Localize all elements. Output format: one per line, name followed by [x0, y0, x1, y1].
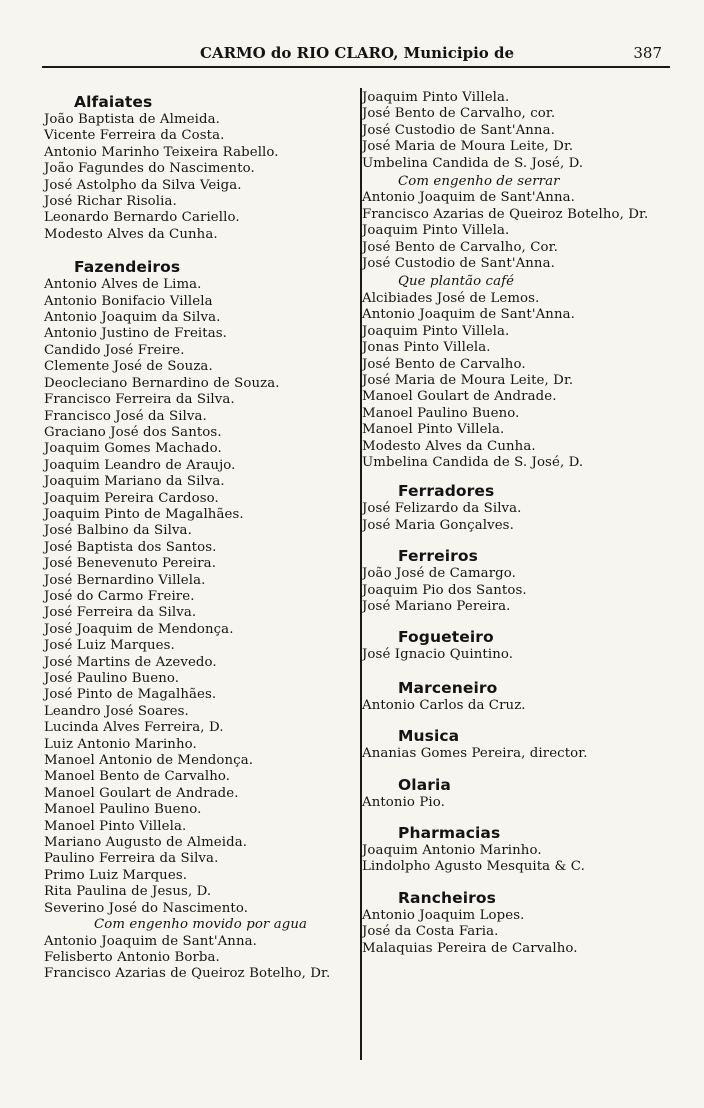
directory-entry: José Felizardo da Silva.: [362, 501, 522, 517]
directory-entry: Joaquim Mariano da Silva.: [44, 474, 225, 490]
directory-entry: Francisco Azarias de Queiroz Botelho, Dr.: [362, 206, 649, 222]
directory-entry: Malaquias Pereira de Carvalho.: [362, 940, 578, 956]
directory-entry: Umbelina Candida de S. José, D.: [362, 454, 584, 470]
directory-entry: Manoel Paulino Bueno.: [362, 405, 520, 421]
directory-entry: José da Costa Faria.: [362, 924, 499, 940]
directory-entry: José Mariano Pereira.: [362, 598, 511, 614]
directory-entry: Ananias Gomes Pereira, director.: [362, 746, 588, 762]
directory-entry: Vicente Ferreira da Costa.: [44, 128, 225, 144]
directory-entry: Joaquim Leandro de Araujo.: [44, 457, 236, 473]
directory-entry: Leandro José Soares.: [44, 703, 189, 719]
directory-entry: José Custodio de Sant'Anna.: [362, 256, 555, 272]
directory-entry: Joaquim Pinto Villela.: [362, 90, 510, 105]
section-heading: Ferreiros: [398, 547, 479, 566]
directory-entry: José Maria de Moura Leite, Dr.: [362, 139, 574, 155]
directory-entry: Antonio Joaquim de Sant'Anna.: [362, 190, 575, 206]
directory-entry: Antonio Marinho Teixeira Rabello.: [44, 144, 279, 160]
section-heading: Ferradores: [398, 482, 495, 501]
section-heading: Olaria: [398, 775, 451, 794]
section-heading: Marceneiro: [398, 678, 498, 697]
directory-entry: João José de Camargo.: [362, 566, 516, 582]
right-column: [362, 90, 682, 957]
directory-entry: José Maria Gonçalves.: [362, 517, 514, 533]
directory-entry: José Maria de Moura Leite, Dr.: [362, 372, 574, 388]
directory-entry: José do Carmo Freire.: [44, 588, 195, 604]
directory-entry: Modesto Alves da Cunha.: [362, 438, 536, 454]
section-heading: Rancheiros: [398, 888, 496, 907]
section-heading: Alfaiates: [74, 93, 153, 111]
directory-entry: Francisco Ferreira da Silva.: [44, 392, 235, 408]
directory-entry: José Pinto de Magalhães.: [44, 687, 217, 703]
directory-entry: Manoel Pinto Villela.: [44, 818, 187, 834]
directory-entry: Joaquim Antonio Marinho.: [362, 843, 542, 858]
directory-entry: Manoel Goulart de Andrade.: [44, 785, 239, 801]
header-title: CARMO do RIO CLARO, Municipio de: [200, 44, 515, 62]
directory-entry: Alcibiades José de Lemos.: [362, 290, 540, 306]
directory-entry: Francisco José da Silva.: [44, 408, 207, 424]
directory-entry: Mariano Augusto de Almeida.: [44, 835, 248, 851]
section-heading: Fogueteiro: [398, 628, 494, 647]
subsection-heading: Com engenho de serrar: [398, 174, 560, 190]
subsection-heading: Com engenho movido por agua: [94, 917, 308, 933]
directory-entry: Antonio Joaquim de Sant'Anna.: [44, 933, 257, 949]
directory-entry: Manoel Antonio de Mendonça.: [44, 753, 254, 769]
directory-entry: Luiz Antonio Marinho.: [44, 736, 197, 752]
section-heading: Musica: [398, 727, 460, 746]
directory-entry: José Ignacio Quintino.: [362, 647, 514, 663]
left-column: [44, 92, 356, 983]
directory-entry: Antonio Pio.: [362, 794, 445, 810]
directory-entry: Joaquim Pinto Villela.: [362, 323, 510, 339]
directory-entry: Umbelina Candida de S. José, D.: [362, 155, 584, 171]
directory-entry: José Joaquim de Mendonça.: [44, 621, 234, 637]
directory-entry: José Ferreira da Silva.: [44, 605, 197, 621]
directory-entry: Joaquim Pio dos Santos.: [362, 582, 527, 598]
directory-entry: Graciano José dos Santos.: [44, 424, 222, 440]
directory-entry: José Paulino Bueno.: [44, 671, 180, 686]
directory-entry: José Baptista dos Santos.: [44, 539, 217, 555]
directory-entry: Leonardo Bernardo Cariello.: [44, 210, 240, 226]
directory-entry: José Bernardino Villela.: [44, 572, 206, 588]
directory-entry: Manoel Bento de Carvalho.: [44, 769, 231, 785]
directory-entry: José Benevenuto Pereira.: [44, 556, 217, 572]
directory-entry: José Richar Risolia.: [44, 194, 177, 210]
directory-entry: Lindolpho Agusto Mesquita & C.: [362, 859, 585, 875]
header-rule: [42, 66, 670, 68]
directory-entry: José Bento de Carvalho.: [362, 356, 526, 372]
directory-entry: José Bento de Carvalho, Cor.: [362, 239, 558, 255]
directory-entry: Felisberto Antonio Borba.: [44, 949, 220, 965]
directory-entry: José Bento de Carvalho, cor.: [362, 106, 556, 122]
directory-entry: Manoel Goulart de Andrade.: [362, 389, 557, 405]
page-number: 387: [633, 44, 662, 62]
directory-entry: Primo Luiz Marques.: [44, 867, 188, 883]
directory-entry: Candido José Freire.: [44, 342, 185, 358]
directory-entry: Joaquim Gomes Machado.: [44, 441, 222, 457]
directory-entry: Antonio Carlos da Cruz.: [362, 697, 526, 713]
directory-entry: Antonio Joaquim da Silva.: [44, 310, 221, 326]
subsection-heading: Que plantão café: [398, 274, 515, 290]
directory-entry: Antonio Joaquim Lopes.: [362, 907, 525, 923]
directory-entry: Antonio Bonifacio Villela: [44, 293, 213, 309]
directory-entry: João Baptista de Almeida.: [44, 112, 220, 127]
directory-entry: Rita Paulina de Jesus, D.: [44, 884, 212, 900]
section-heading: Pharmacias: [398, 824, 501, 842]
directory-entry: Francisco Azarias de Queiroz Botelho, Dr.: [44, 966, 331, 982]
directory-entry: Joaquim Pereira Cardoso.: [44, 490, 219, 506]
directory-entry: José Astolpho da Silva Veiga.: [44, 177, 242, 193]
directory-entry: Joaquim Pinto de Magalhães.: [44, 506, 244, 522]
directory-entry: Antonio Alves de Lima.: [44, 277, 202, 293]
directory-entry: Modesto Alves da Cunha.: [44, 226, 218, 242]
directory-entry: Antonio Joaquim de Sant'Anna.: [362, 307, 575, 323]
directory-entry: João Fagundes do Nascimento.: [44, 161, 255, 177]
directory-entry: José Balbino da Silva.: [44, 523, 192, 539]
directory-entry: Severino José do Nascimento.: [44, 900, 249, 916]
directory-entry: Deocleciano Bernardino de Souza.: [44, 375, 280, 391]
directory-entry: Antonio Justino de Freitas.: [44, 326, 228, 342]
page-header: [200, 44, 670, 62]
directory-entry: Manoel Pinto Villela.: [362, 422, 505, 438]
directory-entry: José Martins de Azevedo.: [44, 654, 217, 670]
directory-entry: Paulino Ferreira da Silva.: [44, 851, 219, 867]
directory-entry: Lucinda Alves Ferreira, D.: [44, 720, 224, 736]
directory-entry: Manoel Paulino Bueno.: [44, 802, 202, 818]
directory-entry: Joaquim Pinto Villela.: [362, 223, 510, 239]
directory-entry: Jonas Pinto Villela.: [362, 340, 491, 356]
directory-entry: José Luiz Marques.: [44, 638, 175, 654]
directory-entry: José Custodio de Sant'Anna.: [362, 122, 555, 138]
section-heading: Fazendeiros: [74, 258, 181, 277]
directory-entry: Clemente José de Souza.: [44, 359, 213, 375]
